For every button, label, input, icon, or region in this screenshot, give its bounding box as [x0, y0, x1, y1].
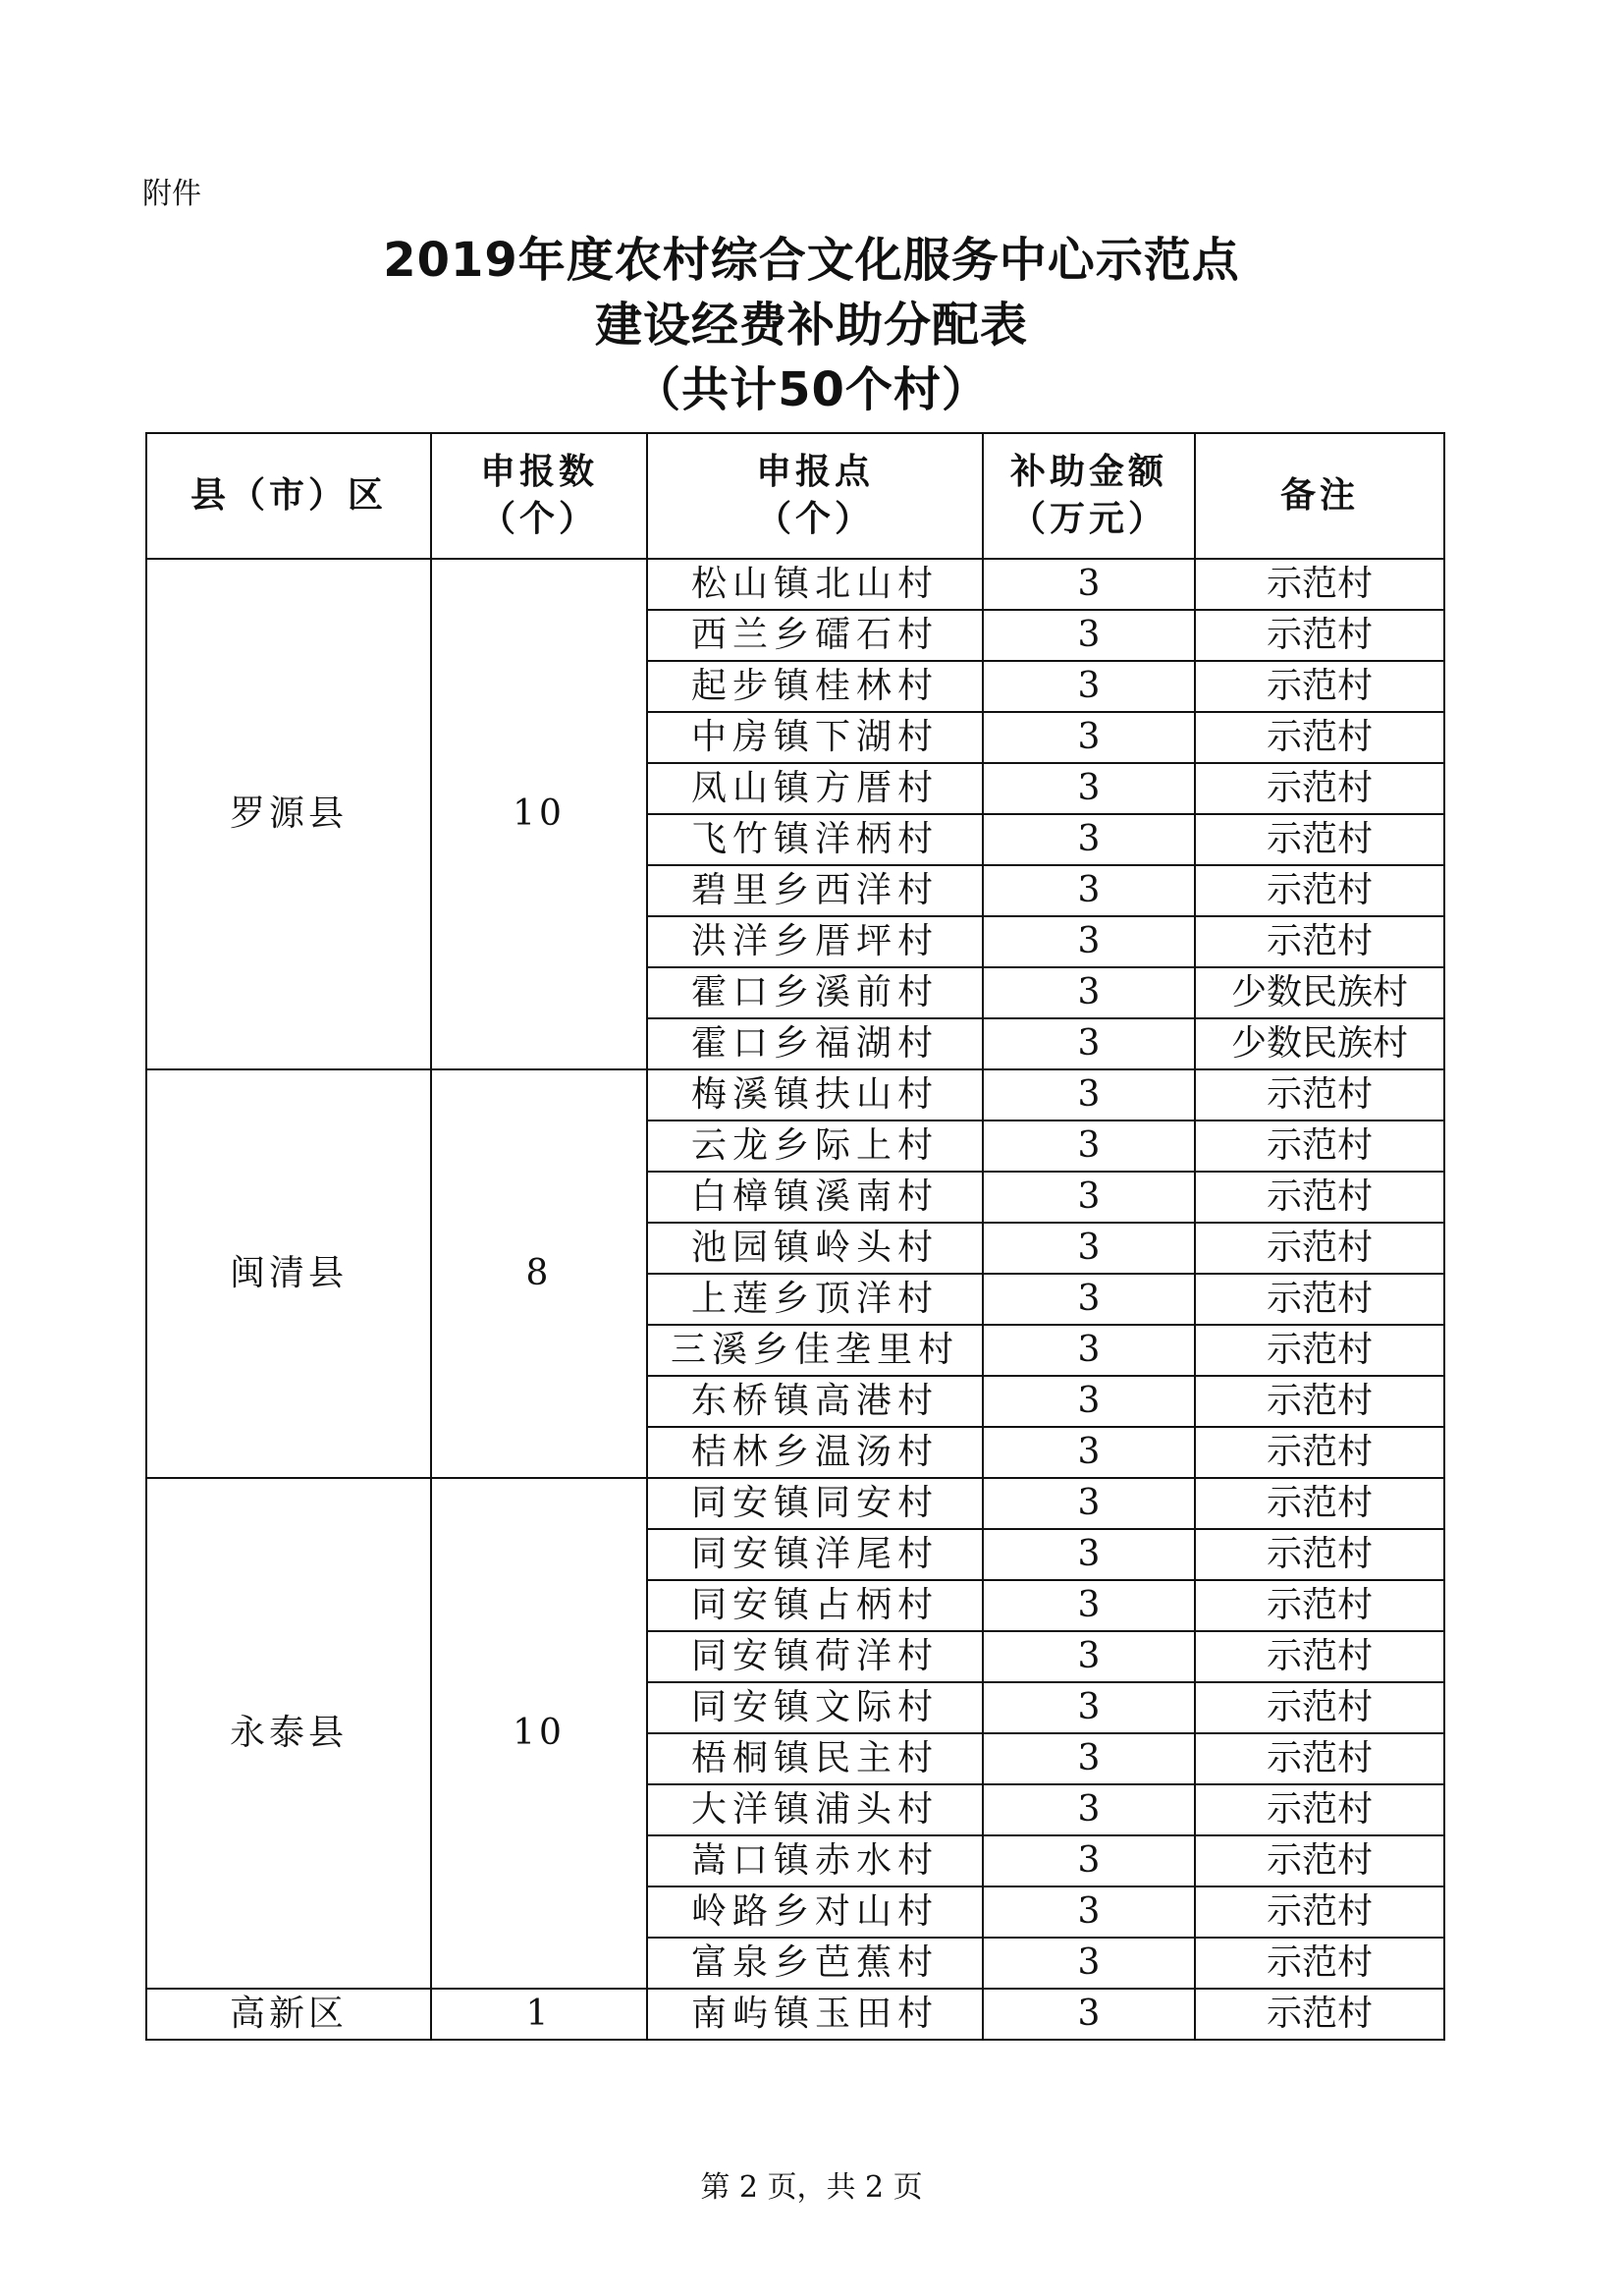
- amount-cell: 3: [983, 1376, 1195, 1427]
- remark-cell: 示范村: [1195, 1325, 1444, 1376]
- remark-cell: 示范村: [1195, 1784, 1444, 1835]
- point-cell: 东桥镇高港村: [647, 1376, 983, 1427]
- point-cell: 南屿镇玉田村: [647, 1989, 983, 2040]
- count-cell: 8: [431, 1069, 647, 1478]
- title-line-3: （共计50个村）: [633, 362, 990, 417]
- table-row: [146, 1989, 1444, 2040]
- amount-cell: 3: [983, 1682, 1195, 1733]
- remark-cell: 示范村: [1195, 1989, 1444, 2040]
- header-count-line1: 申报数: [479, 452, 598, 492]
- amount-cell: 3: [983, 1784, 1195, 1835]
- remark-cell: 示范村: [1195, 763, 1444, 814]
- amount-cell: 3: [983, 1938, 1195, 1989]
- county-cell: 闽清县: [146, 1069, 431, 1478]
- amount-cell: 3: [983, 1835, 1195, 1886]
- point-cell: 霍口乡溪前村: [647, 967, 983, 1018]
- table-row: [146, 1069, 1444, 1121]
- point-cell: 霍口乡福湖村: [647, 1018, 983, 1069]
- attachment-label: 附件: [142, 177, 201, 211]
- remark-cell: 示范村: [1195, 1631, 1444, 1682]
- remark-cell: 示范村: [1195, 1938, 1444, 1989]
- header-amount: [983, 433, 1195, 559]
- count-cell: 10: [431, 1478, 647, 1989]
- amount-cell: 3: [983, 763, 1195, 814]
- amount-cell: 3: [983, 1733, 1195, 1784]
- remark-cell: 示范村: [1195, 865, 1444, 916]
- point-cell: 上莲乡顶洋村: [647, 1274, 983, 1325]
- remark-cell: 示范村: [1195, 610, 1444, 661]
- remark-cell: 示范村: [1195, 1886, 1444, 1938]
- amount-cell: 3: [983, 1427, 1195, 1478]
- title-line-1: 2019年度农村综合文化服务中心示范点: [383, 233, 1240, 288]
- remark-cell: 示范村: [1195, 1427, 1444, 1478]
- remark-cell: 示范村: [1195, 916, 1444, 967]
- amount-cell: 3: [983, 1478, 1195, 1529]
- header-county: 县（市）区: [146, 433, 431, 559]
- point-cell: 同安镇洋尾村: [647, 1529, 983, 1580]
- header-point-line1: 申报点: [755, 452, 874, 492]
- point-cell: 梧桐镇民主村: [647, 1733, 983, 1784]
- count-cell: 10: [431, 559, 647, 1069]
- point-cell: 洪洋乡厝坪村: [647, 916, 983, 967]
- remark-cell: 少数民族村: [1195, 1018, 1444, 1069]
- allocation-table: [145, 432, 1445, 2041]
- amount-cell: 3: [983, 1069, 1195, 1121]
- table-row: [146, 559, 1444, 610]
- point-cell: 嵩口镇赤水村: [647, 1835, 983, 1886]
- point-cell: 岭路乡对山村: [647, 1886, 983, 1938]
- point-cell: 松山镇北山村: [647, 559, 983, 610]
- amount-cell: 3: [983, 1274, 1195, 1325]
- remark-cell: 示范村: [1195, 814, 1444, 865]
- header-amount-line2: （万元）: [1009, 499, 1167, 539]
- county-cell: 高新区: [146, 1989, 431, 2040]
- point-cell: 大洋镇浦头村: [647, 1784, 983, 1835]
- point-cell: 同安镇文际村: [647, 1682, 983, 1733]
- amount-cell: 3: [983, 1580, 1195, 1631]
- header-point: [647, 433, 983, 559]
- remark-cell: 示范村: [1195, 1682, 1444, 1733]
- amount-cell: 3: [983, 661, 1195, 712]
- remark-cell: 示范村: [1195, 1529, 1444, 1580]
- count-cell: 1: [431, 1989, 647, 2040]
- table-body: [146, 559, 1444, 2040]
- table-row: [146, 1478, 1444, 1529]
- header-remark: 备注: [1195, 433, 1444, 559]
- page-footer: 第 2 页，共 2 页: [700, 2170, 923, 2205]
- point-cell: 同安镇荷洋村: [647, 1631, 983, 1682]
- header-amount-line1: 补助金额: [1009, 452, 1167, 492]
- amount-cell: 3: [983, 865, 1195, 916]
- amount-cell: 3: [983, 712, 1195, 763]
- amount-cell: 3: [983, 1121, 1195, 1172]
- remark-cell: 示范村: [1195, 559, 1444, 610]
- point-cell: 富泉乡芭蕉村: [647, 1938, 983, 1989]
- amount-cell: 3: [983, 1886, 1195, 1938]
- point-cell: 三溪乡佳垄里村: [647, 1325, 983, 1376]
- point-cell: 桔林乡温汤村: [647, 1427, 983, 1478]
- remark-cell: 示范村: [1195, 661, 1444, 712]
- header-count: [431, 433, 647, 559]
- remark-cell: 示范村: [1195, 1478, 1444, 1529]
- point-cell: 飞竹镇洋柄村: [647, 814, 983, 865]
- point-cell: 梅溪镇扶山村: [647, 1069, 983, 1121]
- remark-cell: 示范村: [1195, 1172, 1444, 1223]
- amount-cell: 3: [983, 1325, 1195, 1376]
- remark-cell: 少数民族村: [1195, 967, 1444, 1018]
- county-cell: 永泰县: [146, 1478, 431, 1989]
- document-title: [0, 228, 1623, 422]
- amount-cell: 3: [983, 1631, 1195, 1682]
- point-cell: 起步镇桂林村: [647, 661, 983, 712]
- remark-cell: 示范村: [1195, 1121, 1444, 1172]
- point-cell: 中房镇下湖村: [647, 712, 983, 763]
- title-line-2: 建设经费补助分配表: [594, 298, 1028, 353]
- amount-cell: 3: [983, 1018, 1195, 1069]
- point-cell: 白樟镇溪南村: [647, 1172, 983, 1223]
- header-count-line2: （个）: [479, 499, 598, 539]
- amount-cell: 3: [983, 559, 1195, 610]
- point-cell: 池园镇岭头村: [647, 1223, 983, 1274]
- remark-cell: 示范村: [1195, 1733, 1444, 1784]
- amount-cell: 3: [983, 916, 1195, 967]
- amount-cell: 3: [983, 1529, 1195, 1580]
- point-cell: 同安镇同安村: [647, 1478, 983, 1529]
- point-cell: 碧里乡西洋村: [647, 865, 983, 916]
- header-row: [146, 433, 1444, 559]
- amount-cell: 3: [983, 610, 1195, 661]
- county-cell: 罗源县: [146, 559, 431, 1069]
- point-cell: 同安镇占柄村: [647, 1580, 983, 1631]
- point-cell: 云龙乡际上村: [647, 1121, 983, 1172]
- remark-cell: 示范村: [1195, 1069, 1444, 1121]
- amount-cell: 3: [983, 967, 1195, 1018]
- remark-cell: 示范村: [1195, 1223, 1444, 1274]
- point-cell: 凤山镇方厝村: [647, 763, 983, 814]
- header-point-line2: （个）: [755, 499, 874, 539]
- remark-cell: 示范村: [1195, 1376, 1444, 1427]
- remark-cell: 示范村: [1195, 712, 1444, 763]
- remark-cell: 示范村: [1195, 1274, 1444, 1325]
- amount-cell: 3: [983, 1989, 1195, 2040]
- remark-cell: 示范村: [1195, 1580, 1444, 1631]
- amount-cell: 3: [983, 814, 1195, 865]
- amount-cell: 3: [983, 1223, 1195, 1274]
- amount-cell: 3: [983, 1172, 1195, 1223]
- remark-cell: 示范村: [1195, 1835, 1444, 1886]
- point-cell: 西兰乡礌石村: [647, 610, 983, 661]
